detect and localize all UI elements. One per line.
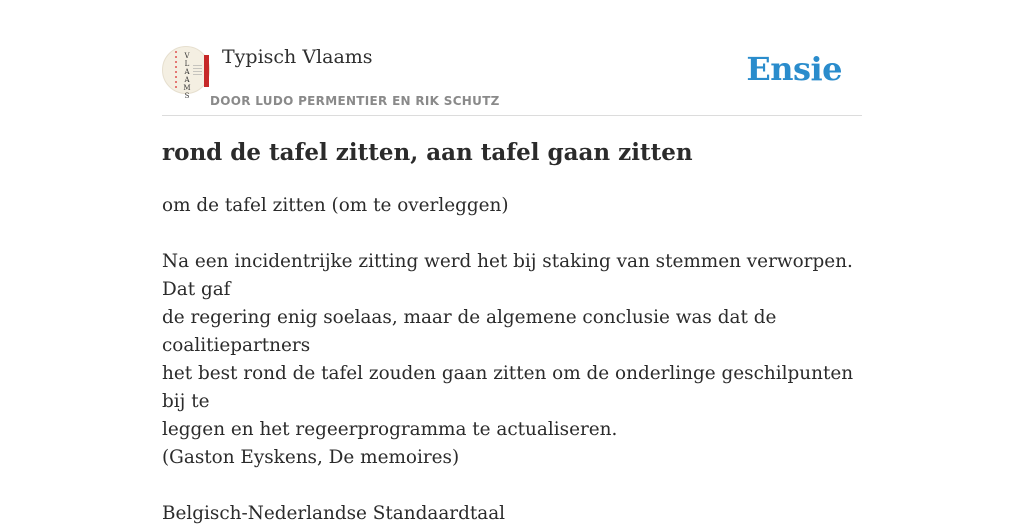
entry-title: rond de tafel zitten, aan tafel gaan zitten: [162, 139, 693, 166]
book-cover-logo[interactable]: [162, 46, 210, 100]
authors-byline: DOOR LUDO PERMENTIER EN RIK SCHUTZ: [210, 94, 500, 108]
logo-letters: V L A A M S: [183, 52, 191, 100]
example-line: leggen en het regeerprogramma te actualiseren.: [162, 419, 618, 440]
example-source: (Gaston Eyskens, De memoires): [162, 447, 460, 468]
logo-decoration: [175, 51, 177, 91]
paragraph-gap: [162, 220, 862, 248]
example-line: Na een incidentrijke zitting werd het bij staking van stemmen verworpen. Dat gaf: [162, 251, 853, 300]
book-title[interactable]: Typisch Vlaams: [222, 46, 373, 68]
paragraph-gap: [162, 472, 862, 500]
page-header: [162, 40, 862, 116]
entry-register: Belgisch-Nederlandse Standaardtaal: [162, 503, 506, 524]
logo-fine-print: [193, 65, 202, 77]
logo-red-edge: [204, 55, 209, 87]
entry-body: [162, 192, 862, 528]
brand-logo-ensie[interactable]: Ensie: [746, 50, 842, 88]
entry-definition: om de tafel zitten (om te overleggen): [162, 195, 509, 216]
example-line: de regering enig soelaas, maar de algemene conclusie was dat de coalitiepartners: [162, 307, 777, 356]
example-line: het best rond de tafel zouden gaan zitten om de onderlinge geschilpunten bij te: [162, 363, 854, 412]
